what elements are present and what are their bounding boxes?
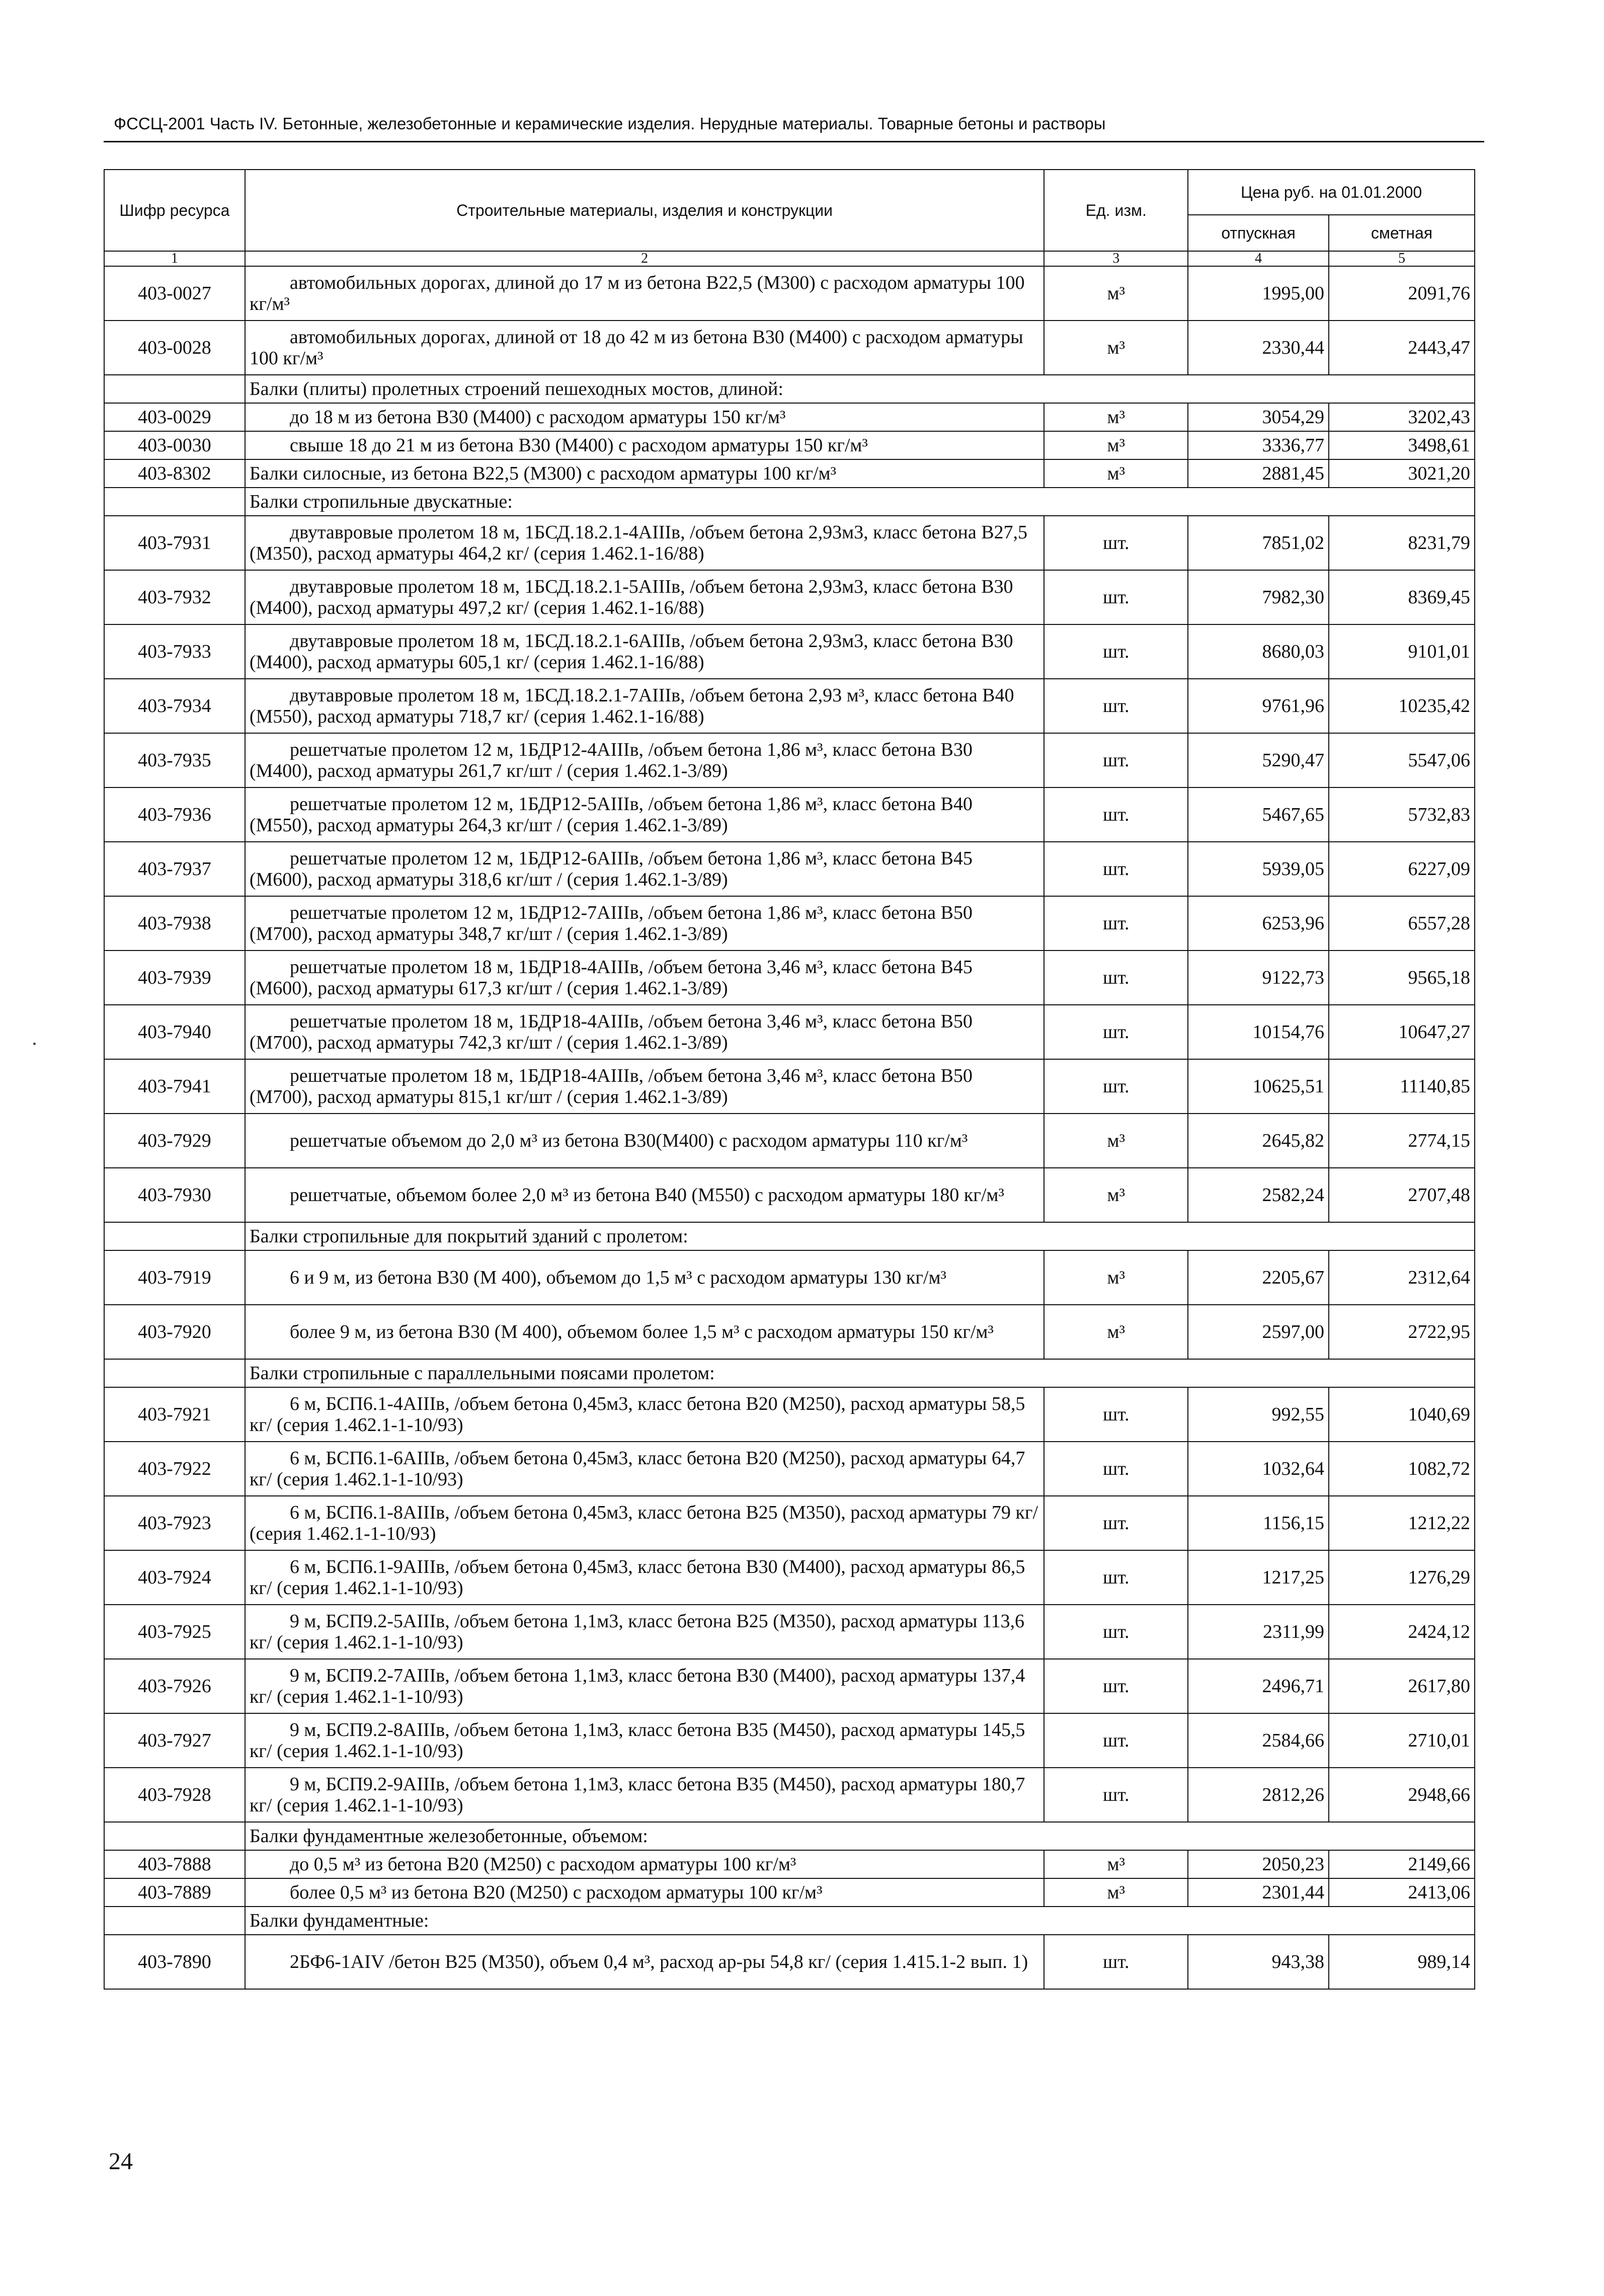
material-description: 6 и 9 м, из бетона В30 (М 400), объемом до 1,5 м³ с расходом арматуры 130 кг/м³ xyxy=(245,1250,1044,1305)
price-release: 10625,51 xyxy=(1188,1059,1329,1114)
price-estimate: 989,14 xyxy=(1329,1935,1475,1989)
unit-of-measure: шт. xyxy=(1044,1550,1188,1605)
material-description: 9 м, БСП9.2-5АIIIв, /объем бетона 1,1м3, класс бетона В25 (М350), расход арматуры 113,6 кг/ (серия 1.462.1-1-10/93) xyxy=(245,1605,1044,1659)
resource-code: 403-7935 xyxy=(104,733,245,787)
resource-code: 403-7932 xyxy=(104,570,245,624)
table-row xyxy=(104,1713,1475,1768)
resource-code: 403-7936 xyxy=(104,787,245,842)
table-body xyxy=(104,266,1475,1989)
header-row-1 xyxy=(104,170,1475,215)
material-description: 2БФ6-1АIV /бетон В25 (М350), объем 0,4 м³, расход ар-ры 54,8 кг/ (серия 1.415.1-2 вып. 1) xyxy=(245,1935,1044,1989)
scan-speck xyxy=(33,1043,36,1045)
resource-code: 403-0030 xyxy=(104,431,245,459)
unit-of-measure: шт. xyxy=(1044,1605,1188,1659)
material-description: 9 м, БСП9.2-8АIIIв, /объем бетона 1,1м3, класс бетона В35 (М450), расход арматуры 145,5 кг/ (серия 1.462.1-1-10/93) xyxy=(245,1713,1044,1768)
price-release: 7851,02 xyxy=(1188,516,1329,570)
price-estimate: 2312,64 xyxy=(1329,1250,1475,1305)
price-release: 5290,47 xyxy=(1188,733,1329,787)
unit-of-measure: м³ xyxy=(1044,403,1188,431)
table-row xyxy=(104,1550,1475,1605)
price-estimate: 2774,15 xyxy=(1329,1114,1475,1168)
resource-code: 403-7921 xyxy=(104,1387,245,1442)
resource-code: 403-7938 xyxy=(104,896,245,951)
resource-code: 403-7931 xyxy=(104,516,245,570)
material-description: более 9 м, из бетона В30 (М 400), объемом более 1,5 м³ с расходом арматуры 150 кг/м³ xyxy=(245,1305,1044,1359)
group-heading-row xyxy=(104,375,1475,403)
resource-code: 403-7926 xyxy=(104,1659,245,1713)
price-release: 10154,76 xyxy=(1188,1005,1329,1059)
price-estimate: 3498,61 xyxy=(1329,431,1475,459)
price-estimate: 9101,01 xyxy=(1329,624,1475,679)
price-estimate: 2424,12 xyxy=(1329,1605,1475,1659)
price-release: 2205,67 xyxy=(1188,1250,1329,1305)
price-release: 9761,96 xyxy=(1188,679,1329,733)
column-number: 4 xyxy=(1188,251,1329,266)
unit-of-measure: шт. xyxy=(1044,896,1188,951)
group-heading-row xyxy=(104,1822,1475,1850)
unit-of-measure: шт. xyxy=(1044,1713,1188,1768)
resource-code: 403-7889 xyxy=(104,1878,245,1907)
price-estimate: 6557,28 xyxy=(1329,896,1475,951)
table-row xyxy=(104,1387,1475,1442)
resource-code: 403-7934 xyxy=(104,679,245,733)
price-estimate: 9565,18 xyxy=(1329,951,1475,1005)
price-release: 1156,15 xyxy=(1188,1496,1329,1550)
material-description: 9 м, БСП9.2-9АIIIв, /объем бетона 1,1м3, класс бетона В35 (М450), расход арматуры 180,7 кг/ (серия 1.462.1-1-10/93) xyxy=(245,1768,1044,1822)
table-row xyxy=(104,1935,1475,1989)
column-number-row xyxy=(104,251,1475,266)
price-release: 1032,64 xyxy=(1188,1442,1329,1496)
header-price-group: Цена руб. на 01.01.2000 xyxy=(1188,170,1475,215)
resource-code: 403-7930 xyxy=(104,1168,245,1222)
material-description: решетчатые пролетом 18 м, 1БДР18-4АIIIв, /объем бетона 3,46 м³, класс бетона В50 (М700), расход арматуры 815,1 кг/шт / (серия 1.462.1-3/89) xyxy=(245,1059,1044,1114)
price-release: 1217,25 xyxy=(1188,1550,1329,1605)
price-estimate: 2617,80 xyxy=(1329,1659,1475,1713)
price-release: 6253,96 xyxy=(1188,896,1329,951)
price-release: 1995,00 xyxy=(1188,266,1329,321)
material-description: двутавровые пролетом 18 м, 1БСД.18.2.1-4АIIIв, /объем бетона 2,93м3, класс бетона В27,5 (М350), расход арматуры 464,2 кг/ (серия 1.462.1-16/88) xyxy=(245,516,1044,570)
header-code: Шифр ресурса xyxy=(104,170,245,251)
unit-of-measure: шт. xyxy=(1044,1768,1188,1822)
unit-of-measure: м³ xyxy=(1044,1878,1188,1907)
material-description: 9 м, БСП9.2-7АIIIв, /объем бетона 1,1м3, класс бетона В30 (М400), расход арматуры 137,4 кг/ (серия 1.462.1-1-10/93) xyxy=(245,1659,1044,1713)
group-heading: Балки стропильные с параллельными поясами пролетом: xyxy=(245,1359,1475,1387)
price-estimate: 5547,06 xyxy=(1329,733,1475,787)
header-unit: Ед. изм. xyxy=(1044,170,1188,251)
unit-of-measure: шт. xyxy=(1044,679,1188,733)
material-description: более 0,5 м³ из бетона В20 (М250) с расходом арматуры 100 кг/м³ xyxy=(245,1878,1044,1907)
table-row xyxy=(104,1496,1475,1550)
material-description: решетчатые пролетом 12 м, 1БДР12-6АIIIв, /объем бетона 1,86 м³, класс бетона В45 (М600), расход арматуры 318,6 кг/шт / (серия 1.462.1-3/89) xyxy=(245,842,1044,896)
column-number: 5 xyxy=(1329,251,1475,266)
price-release: 992,55 xyxy=(1188,1387,1329,1442)
price-release: 2330,44 xyxy=(1188,321,1329,375)
price-estimate: 2413,06 xyxy=(1329,1878,1475,1907)
price-release: 7982,30 xyxy=(1188,570,1329,624)
resource-code: 403-7919 xyxy=(104,1250,245,1305)
price-estimate: 2707,48 xyxy=(1329,1168,1475,1222)
table-row xyxy=(104,266,1475,321)
unit-of-measure: шт. xyxy=(1044,516,1188,570)
resource-code: 403-7927 xyxy=(104,1713,245,1768)
price-estimate: 1276,29 xyxy=(1329,1550,1475,1605)
price-release: 2812,26 xyxy=(1188,1768,1329,1822)
table-row xyxy=(104,1168,1475,1222)
resource-code: 403-7929 xyxy=(104,1114,245,1168)
price-release: 2301,44 xyxy=(1188,1878,1329,1907)
material-description: двутавровые пролетом 18 м, 1БСД.18.2.1-7АIIIв, /объем бетона 2,93 м³, класс бетона В40 (М550), расход арматуры 718,7 кг/ (серия 1.462.1-16/88) xyxy=(245,679,1044,733)
price-estimate: 8231,79 xyxy=(1329,516,1475,570)
material-description: решетчатые пролетом 18 м, 1БДР18-4АIIIв, /объем бетона 3,46 м³, класс бетона В50 (М700), расход арматуры 742,3 кг/шт / (серия 1.462.1-3/89) xyxy=(245,1005,1044,1059)
price-estimate: 2149,66 xyxy=(1329,1850,1475,1878)
table-row xyxy=(104,1878,1475,1907)
price-estimate: 2722,95 xyxy=(1329,1305,1475,1359)
column-number: 3 xyxy=(1044,251,1188,266)
unit-of-measure: шт. xyxy=(1044,1659,1188,1713)
price-release: 2311,99 xyxy=(1188,1605,1329,1659)
resource-code: 403-7937 xyxy=(104,842,245,896)
resource-code: 403-7941 xyxy=(104,1059,245,1114)
price-estimate: 2443,47 xyxy=(1329,321,1475,375)
unit-of-measure: шт. xyxy=(1044,1059,1188,1114)
price-release: 8680,03 xyxy=(1188,624,1329,679)
resource-code: 403-0029 xyxy=(104,403,245,431)
unit-of-measure: м³ xyxy=(1044,431,1188,459)
price-release: 2582,24 xyxy=(1188,1168,1329,1222)
price-estimate: 2948,66 xyxy=(1329,1768,1475,1822)
page-number: 24 xyxy=(109,2148,133,2175)
resource-code: 403-0028 xyxy=(104,321,245,375)
resource-code: 403-7923 xyxy=(104,1496,245,1550)
price-estimate: 2091,76 xyxy=(1329,266,1475,321)
empty-code-cell xyxy=(104,1822,245,1850)
material-description: решетчатые пролетом 18 м, 1БДР18-4АIIIв, /объем бетона 3,46 м³, класс бетона В45 (М600), расход арматуры 617,3 кг/шт / (серия 1.462.1-3/89) xyxy=(245,951,1044,1005)
resource-code: 403-7890 xyxy=(104,1935,245,1989)
table-row xyxy=(104,321,1475,375)
column-number: 1 xyxy=(104,251,245,266)
group-heading-row xyxy=(104,1359,1475,1387)
group-heading-row xyxy=(104,488,1475,516)
price-release: 5939,05 xyxy=(1188,842,1329,896)
column-number: 2 xyxy=(245,251,1044,266)
material-description: решетчатые пролетом 12 м, 1БДР12-4АIIIв, /объем бетона 1,86 м³, класс бетона В30 (М400), расход арматуры 261,7 кг/шт / (серия 1.462.1-3/89) xyxy=(245,733,1044,787)
unit-of-measure: шт. xyxy=(1044,624,1188,679)
material-description: до 0,5 м³ из бетона В20 (М250) с расходом арматуры 100 кг/м³ xyxy=(245,1850,1044,1878)
resource-code: 403-7928 xyxy=(104,1768,245,1822)
price-release: 2881,45 xyxy=(1188,459,1329,488)
table-row xyxy=(104,1305,1475,1359)
price-estimate: 6227,09 xyxy=(1329,842,1475,896)
resource-code: 403-7924 xyxy=(104,1550,245,1605)
table-row xyxy=(104,1850,1475,1878)
unit-of-measure: шт. xyxy=(1044,1442,1188,1496)
material-description: 6 м, БСП6.1-6АIIIв, /объем бетона 0,45м3, класс бетона В20 (М250), расход арматуры 64,7 кг/ (серия 1.462.1-1-10/93) xyxy=(245,1442,1044,1496)
unit-of-measure: м³ xyxy=(1044,459,1188,488)
table-row xyxy=(104,787,1475,842)
table-row xyxy=(104,1768,1475,1822)
resource-code: 403-7888 xyxy=(104,1850,245,1878)
table-row xyxy=(104,431,1475,459)
material-description: решетчатые, объемом более 2,0 м³ из бетона В40 (М550) с расходом арматуры 180 кг/м³ xyxy=(245,1168,1044,1222)
empty-code-cell xyxy=(104,375,245,403)
material-description: до 18 м из бетона В30 (М400) с расходом арматуры 150 кг/м³ xyxy=(245,403,1044,431)
unit-of-measure: м³ xyxy=(1044,1114,1188,1168)
unit-of-measure: м³ xyxy=(1044,1168,1188,1222)
table-row xyxy=(104,1005,1475,1059)
table-row xyxy=(104,896,1475,951)
resource-code: 403-7922 xyxy=(104,1442,245,1496)
unit-of-measure: м³ xyxy=(1044,266,1188,321)
price-estimate: 3021,20 xyxy=(1329,459,1475,488)
table-row xyxy=(104,624,1475,679)
price-release: 5467,65 xyxy=(1188,787,1329,842)
empty-code-cell xyxy=(104,488,245,516)
price-estimate: 1082,72 xyxy=(1329,1442,1475,1496)
unit-of-measure: шт. xyxy=(1044,570,1188,624)
material-description: двутавровые пролетом 18 м, 1БСД.18.2.1-5АIIIв, /объем бетона 2,93м3, класс бетона В30 (М400), расход арматуры 497,2 кг/ (серия 1.462.1-16/88) xyxy=(245,570,1044,624)
unit-of-measure: шт. xyxy=(1044,951,1188,1005)
header-rule xyxy=(104,141,1484,142)
resource-code: 403-0027 xyxy=(104,266,245,321)
price-table xyxy=(104,169,1475,1990)
price-release: 943,38 xyxy=(1188,1935,1329,1989)
price-estimate: 10235,42 xyxy=(1329,679,1475,733)
table-row xyxy=(104,570,1475,624)
material-description: автомобильных дорогах, длиной от 18 до 42 м из бетона В30 (М400) с расходом арматуры 100 кг/м³ xyxy=(245,321,1044,375)
material-description: решетчатые объемом до 2,0 м³ из бетона В30(М400) с расходом арматуры 110 кг/м³ xyxy=(245,1114,1044,1168)
table-row xyxy=(104,679,1475,733)
unit-of-measure: шт. xyxy=(1044,842,1188,896)
table-row xyxy=(104,1059,1475,1114)
unit-of-measure: шт. xyxy=(1044,733,1188,787)
price-release: 2645,82 xyxy=(1188,1114,1329,1168)
table-row xyxy=(104,842,1475,896)
table-row xyxy=(104,403,1475,431)
group-heading: Балки фундаментные: xyxy=(245,1907,1475,1935)
material-description: решетчатые пролетом 12 м, 1БДР12-5АIIIв, /объем бетона 1,86 м³, класс бетона В40 (М550), расход арматуры 264,3 кг/шт / (серия 1.462.1-3/89) xyxy=(245,787,1044,842)
table-row xyxy=(104,1250,1475,1305)
material-description: 6 м, БСП6.1-9АIIIв, /объем бетона 0,45м3, класс бетона В30 (М400), расход арматуры 86,5 кг/ (серия 1.462.1-1-10/93) xyxy=(245,1550,1044,1605)
resource-code: 403-8302 xyxy=(104,459,245,488)
price-estimate: 1212,22 xyxy=(1329,1496,1475,1550)
unit-of-measure: м³ xyxy=(1044,1850,1188,1878)
price-release: 3054,29 xyxy=(1188,403,1329,431)
table-row xyxy=(104,1605,1475,1659)
empty-code-cell xyxy=(104,1907,245,1935)
price-release: 3336,77 xyxy=(1188,431,1329,459)
material-description: Балки силосные, из бетона В22,5 (М300) с расходом арматуры 100 кг/м³ xyxy=(245,459,1044,488)
header-price-release: отпускная xyxy=(1188,215,1329,251)
unit-of-measure: шт. xyxy=(1044,1496,1188,1550)
material-description: 6 м, БСП6.1-8АIIIв, /объем бетона 0,45м3, класс бетона В25 (М350), расход арматуры 79 кг/ (серия 1.462.1-1-10/93) xyxy=(245,1496,1044,1550)
table-row xyxy=(104,516,1475,570)
unit-of-measure: шт. xyxy=(1044,1387,1188,1442)
empty-code-cell xyxy=(104,1222,245,1250)
group-heading: Балки стропильные для покрытий зданий с пролетом: xyxy=(245,1222,1475,1250)
price-estimate: 2710,01 xyxy=(1329,1713,1475,1768)
empty-code-cell xyxy=(104,1359,245,1387)
group-heading: Балки фундаментные железобетонные, объемом: xyxy=(245,1822,1475,1850)
unit-of-measure: шт. xyxy=(1044,787,1188,842)
price-estimate: 1040,69 xyxy=(1329,1387,1475,1442)
material-description: решетчатые пролетом 12 м, 1БДР12-7АIIIв, /объем бетона 1,86 м³, класс бетона В50 (М700), расход арматуры 348,7 кг/шт / (серия 1.462.1-3/89) xyxy=(245,896,1044,951)
resource-code: 403-7920 xyxy=(104,1305,245,1359)
table-row xyxy=(104,459,1475,488)
resource-code: 403-7933 xyxy=(104,624,245,679)
unit-of-measure: м³ xyxy=(1044,1305,1188,1359)
price-estimate: 8369,45 xyxy=(1329,570,1475,624)
price-release: 2050,23 xyxy=(1188,1850,1329,1878)
table-row xyxy=(104,1114,1475,1168)
price-estimate: 3202,43 xyxy=(1329,403,1475,431)
table-row xyxy=(104,1659,1475,1713)
header-price-estimate: сметная xyxy=(1329,215,1475,251)
price-estimate: 11140,85 xyxy=(1329,1059,1475,1114)
page-header: ФССЦ-2001 Часть IV. Бетонные, железобетонные и керамические изделия. Нерудные материалы. Товарные бетоны и растворы xyxy=(114,114,1106,133)
table-row xyxy=(104,951,1475,1005)
price-release: 2496,71 xyxy=(1188,1659,1329,1713)
table-row xyxy=(104,1442,1475,1496)
group-heading-row xyxy=(104,1222,1475,1250)
price-estimate: 5732,83 xyxy=(1329,787,1475,842)
unit-of-measure: шт. xyxy=(1044,1005,1188,1059)
table-row xyxy=(104,733,1475,787)
price-release: 2584,66 xyxy=(1188,1713,1329,1768)
unit-of-measure: шт. xyxy=(1044,1935,1188,1989)
material-description: двутавровые пролетом 18 м, 1БСД.18.2.1-6АIIIв, /объем бетона 2,93м3, класс бетона В30 (М400), расход арматуры 605,1 кг/ (серия 1.462.1-16/88) xyxy=(245,624,1044,679)
resource-code: 403-7940 xyxy=(104,1005,245,1059)
material-description: свыше 18 до 21 м из бетона В30 (М400) с расходом арматуры 150 кг/м³ xyxy=(245,431,1044,459)
header-description: Строительные материалы, изделия и конструкции xyxy=(245,170,1044,251)
material-description: 6 м, БСП6.1-4АIIIв, /объем бетона 0,45м3, класс бетона В20 (М250), расход арматуры 58,5 кг/ (серия 1.462.1-1-10/93) xyxy=(245,1387,1044,1442)
unit-of-measure: м³ xyxy=(1044,1250,1188,1305)
price-release: 9122,73 xyxy=(1188,951,1329,1005)
group-heading-row xyxy=(104,1907,1475,1935)
resource-code: 403-7939 xyxy=(104,951,245,1005)
resource-code: 403-7925 xyxy=(104,1605,245,1659)
unit-of-measure: м³ xyxy=(1044,321,1188,375)
price-release: 2597,00 xyxy=(1188,1305,1329,1359)
price-estimate: 10647,27 xyxy=(1329,1005,1475,1059)
material-description: автомобильных дорогах, длиной до 17 м из бетона В22,5 (М300) с расходом арматуры 100 кг/м³ xyxy=(245,266,1044,321)
group-heading: Балки (плиты) пролетных строений пешеходных мостов, длиной: xyxy=(245,375,1475,403)
group-heading: Балки стропильные двускатные: xyxy=(245,488,1475,516)
